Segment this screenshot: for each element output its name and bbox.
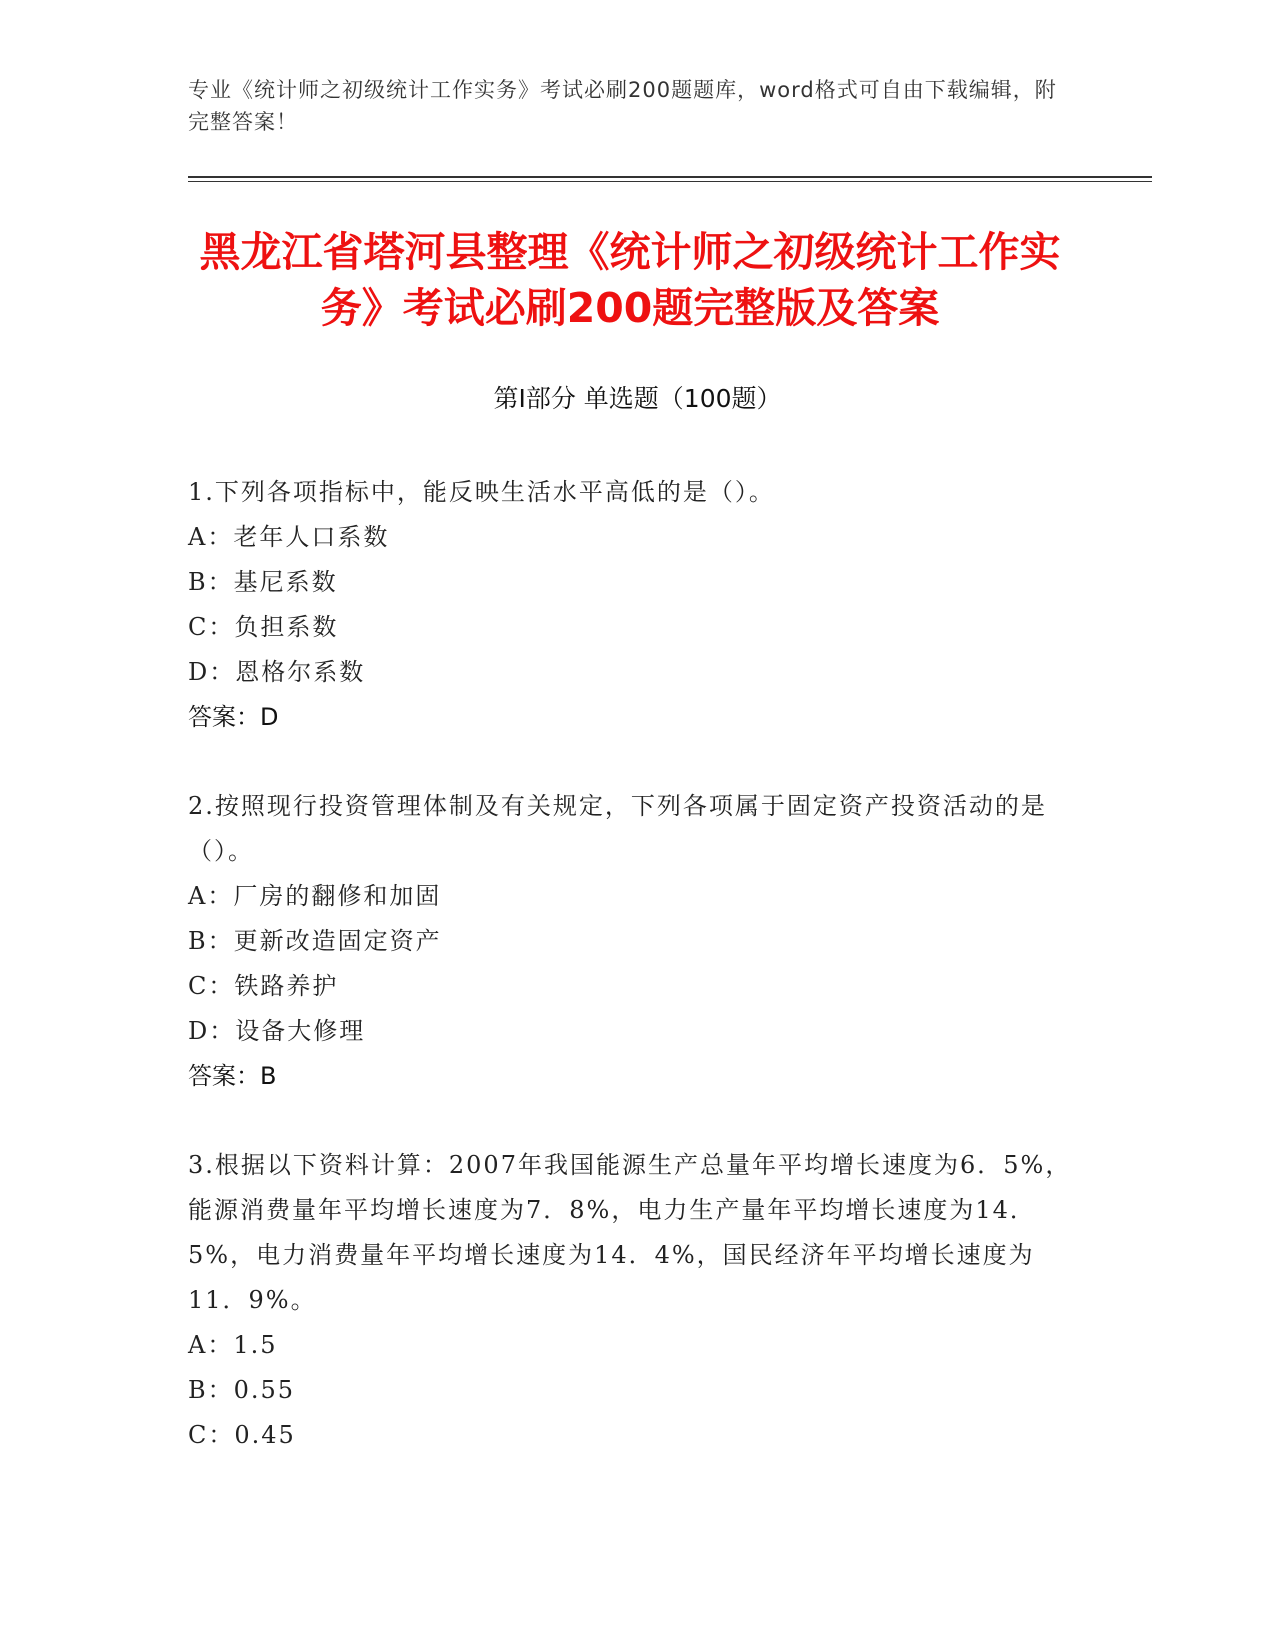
question-1 (188, 470, 1088, 740)
question-stem: 1.下列各项指标中，能反映生活水平高低的是（）。 (188, 478, 775, 506)
document-title: 黑龙江省塔河县整理《统计师之初级统计工作实务》考试必刷200题完整版及答案 (199, 228, 1061, 332)
answer: 答案：B (188, 1062, 277, 1090)
question-2 (188, 784, 1088, 1099)
header-divider-thin (188, 181, 1152, 182)
option-b: B：0.55 (188, 1376, 296, 1404)
option-b: B：基尼系数 (188, 568, 338, 596)
question-3 (188, 1143, 1088, 1458)
question-stem: 3.根据以下资料计算：2007年我国能源生产总量年平均增长速度为6．5%，能源消费量年平均增长速度为7．8%，电力生产量年平均增长速度为14．5%，电力消费量年平均增长速度为14．4%，国民经济年平均增长速度为11．9%。 (188, 1151, 1072, 1314)
option-c: C：负担系数 (188, 613, 339, 641)
option-b: B：更新改造固定资产 (188, 927, 442, 955)
answer: 答案：D (188, 703, 279, 731)
question-stem: 2.按照现行投资管理体制及有关规定，下列各项属于固定资产投资活动的是（）。 (188, 792, 1047, 865)
question-list (188, 470, 1088, 1502)
option-a: A：厂房的翻修和加固 (188, 882, 442, 910)
option-c: C：铁路养护 (188, 972, 339, 1000)
header-divider-thick (188, 176, 1152, 178)
option-d: D：恩格尔系数 (188, 658, 366, 686)
option-a: A：老年人口系数 (188, 523, 390, 551)
section-heading: 第I部分 单选题（100题） (493, 384, 782, 413)
option-d: D：设备大修理 (188, 1017, 366, 1045)
header-note: 专业《统计师之初级统计工作实务》考试必刷200题题库，word格式可自由下载编辑，附完整答案！ (188, 78, 1057, 134)
option-a: A：1.5 (188, 1331, 278, 1359)
option-c: C：0.45 (188, 1421, 296, 1449)
